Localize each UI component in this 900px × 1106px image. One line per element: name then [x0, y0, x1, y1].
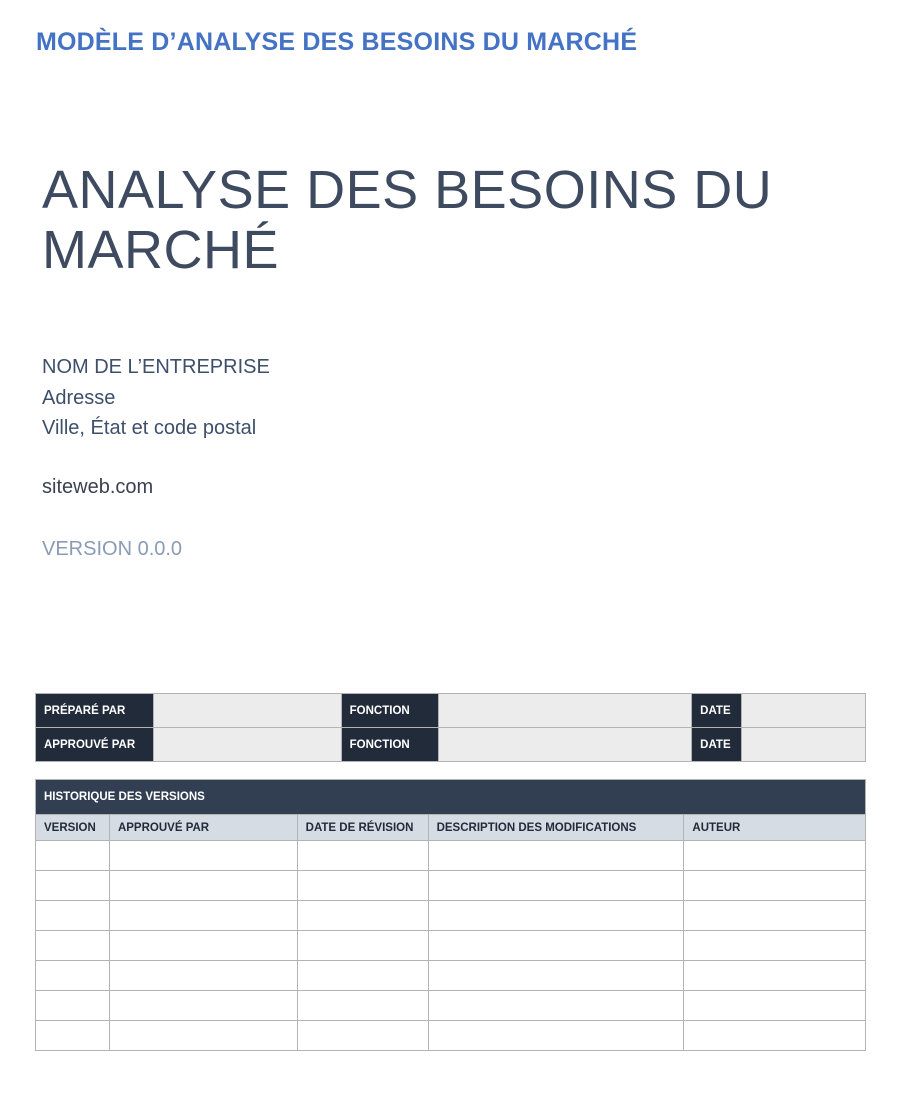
- revision-date-cell[interactable]: [297, 931, 428, 961]
- prepared-by-field[interactable]: [153, 694, 341, 728]
- version-history-body: [36, 841, 866, 1051]
- function-label: FONCTION: [341, 728, 438, 762]
- version-cell[interactable]: [36, 931, 110, 961]
- author-cell[interactable]: [684, 901, 866, 931]
- company-name: NOM DE L’ENTREPRISE: [42, 356, 270, 378]
- function-label: FONCTION: [341, 694, 438, 728]
- date-label: DATE: [692, 694, 742, 728]
- date-field[interactable]: [742, 728, 866, 762]
- document-title-line2: MARCHÉ: [42, 220, 280, 280]
- description-cell[interactable]: [428, 871, 684, 901]
- table-row: [36, 841, 866, 871]
- description-cell[interactable]: [428, 931, 684, 961]
- revision-date-cell[interactable]: [297, 841, 428, 871]
- table-row: [36, 991, 866, 1021]
- column-header-author: AUTEUR: [684, 815, 866, 841]
- approved-by-cell[interactable]: [109, 841, 297, 871]
- column-header-approved-by: APPROUVÉ PAR: [109, 815, 297, 841]
- document-version: VERSION 0.0.0: [42, 538, 183, 560]
- description-cell[interactable]: [428, 841, 684, 871]
- revision-date-cell[interactable]: [297, 871, 428, 901]
- description-cell[interactable]: [428, 1021, 684, 1051]
- table-row: [36, 1021, 866, 1051]
- approved-by-cell[interactable]: [109, 871, 297, 901]
- version-cell[interactable]: [36, 901, 110, 931]
- author-cell[interactable]: [684, 841, 866, 871]
- date-field[interactable]: [742, 694, 866, 728]
- description-cell[interactable]: [428, 961, 684, 991]
- revision-date-cell[interactable]: [297, 961, 428, 991]
- version-history-table: [35, 779, 866, 1051]
- prepared-row: [36, 694, 866, 728]
- revision-date-cell[interactable]: [297, 991, 428, 1021]
- approved-by-label: APPROUVÉ PAR: [36, 728, 154, 762]
- approved-by-cell[interactable]: [109, 961, 297, 991]
- revision-date-cell[interactable]: [297, 1021, 428, 1051]
- version-cell[interactable]: [36, 1021, 110, 1051]
- column-header-version: VERSION: [36, 815, 110, 841]
- column-header-revision-date: DATE DE RÉVISION: [297, 815, 428, 841]
- approved-by-cell[interactable]: [109, 901, 297, 931]
- version-cell[interactable]: [36, 961, 110, 991]
- company-website: siteweb.com: [42, 476, 154, 498]
- table-row: [36, 871, 866, 901]
- approved-row: [36, 728, 866, 762]
- approved-by-cell[interactable]: [109, 991, 297, 1021]
- function-field[interactable]: [438, 694, 692, 728]
- version-cell[interactable]: [36, 991, 110, 1021]
- revision-date-cell[interactable]: [297, 901, 428, 931]
- version-cell[interactable]: [36, 871, 110, 901]
- table-row: [36, 961, 866, 991]
- column-header-description: DESCRIPTION DES MODIFICATIONS: [428, 815, 684, 841]
- approval-table: [35, 693, 866, 762]
- template-title: MODÈLE D’ANALYSE DES BESOINS DU MARCHÉ: [36, 28, 638, 56]
- approved-by-cell[interactable]: [109, 931, 297, 961]
- function-field[interactable]: [438, 728, 692, 762]
- author-cell[interactable]: [684, 871, 866, 901]
- author-cell[interactable]: [684, 991, 866, 1021]
- version-history-caption: HISTORIQUE DES VERSIONS: [36, 780, 866, 815]
- prepared-by-label: PRÉPARÉ PAR: [36, 694, 154, 728]
- table-row: [36, 901, 866, 931]
- table-row: [36, 931, 866, 961]
- approved-by-cell[interactable]: [109, 1021, 297, 1051]
- document-title-line1: ANALYSE DES BESOINS DU: [42, 160, 773, 220]
- document-title: [42, 160, 802, 280]
- description-cell[interactable]: [428, 901, 684, 931]
- author-cell[interactable]: [684, 931, 866, 961]
- company-address: Adresse: [42, 387, 116, 409]
- version-cell[interactable]: [36, 841, 110, 871]
- author-cell[interactable]: [684, 961, 866, 991]
- approved-by-field[interactable]: [153, 728, 341, 762]
- date-label: DATE: [692, 728, 742, 762]
- author-cell[interactable]: [684, 1021, 866, 1051]
- description-cell[interactable]: [428, 991, 684, 1021]
- company-city: Ville, État et code postal: [42, 417, 257, 439]
